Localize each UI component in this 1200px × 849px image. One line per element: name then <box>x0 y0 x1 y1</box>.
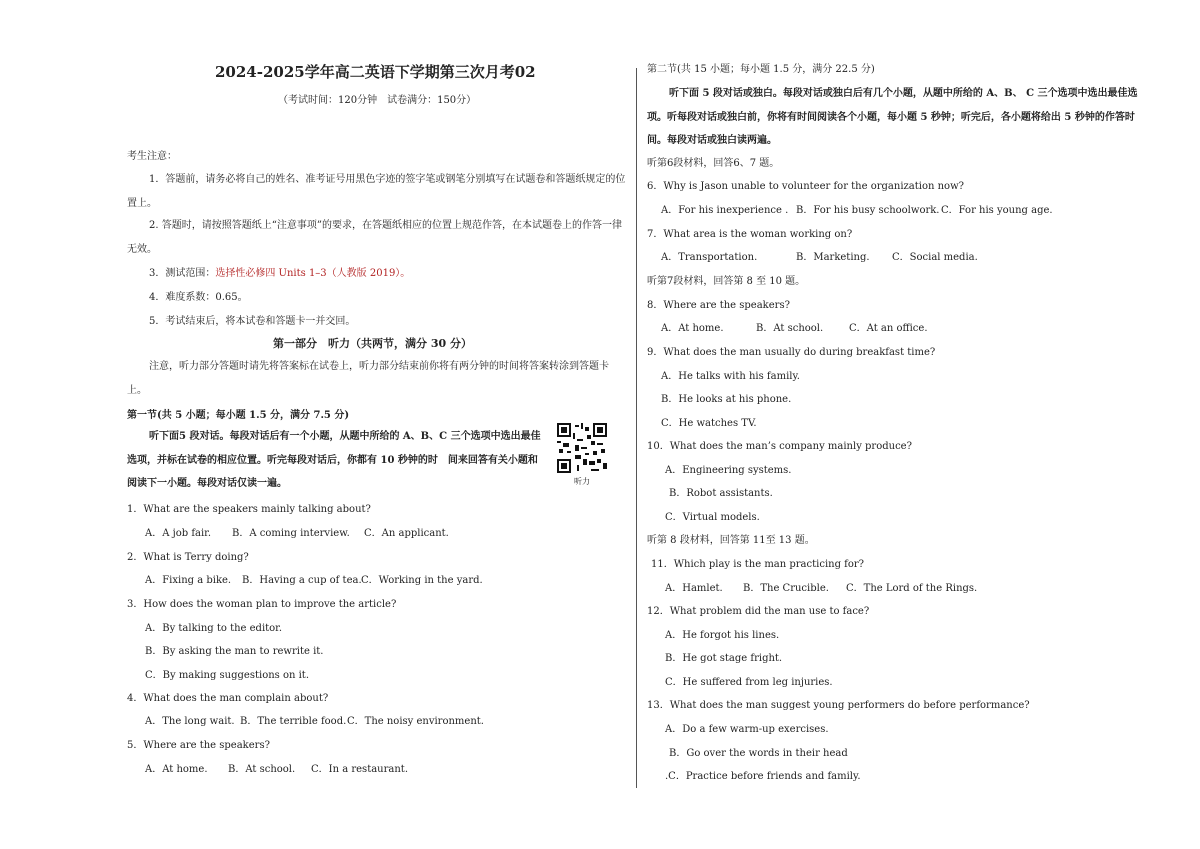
q6-option-a: A．For his inexperience . <box>661 205 789 216</box>
q13-option-b: B．Go over the words in their head <box>669 748 848 759</box>
column-divider <box>636 68 637 788</box>
question-9: 9．What does the man usually do during breakfast time? <box>647 347 936 358</box>
question-12: 12．What problem did the man use to face? <box>647 606 870 617</box>
q10-option-c: C．Virtual models. <box>665 512 760 523</box>
material-6-label: 听第6段材料，回答6、7 题。 <box>647 158 780 169</box>
exam-info: （考试时间：120分钟 试卷满分：150分） <box>278 95 477 106</box>
q10-option-b: B．Robot assistants. <box>669 488 773 499</box>
notice-item-1: 1．答题前，请务必将自己的姓名、准考证号用黑色字迹的签字笔或钢笔分别填写在试题卷和答题纸规定的位置上。 <box>127 174 626 209</box>
q3-option-b: B．By asking the man to rewrite it. <box>145 646 324 657</box>
listening-note: 注意，听力部分答题时请先将答案标在试卷上，听力部分结束前你将有两分钟的时间将答案转涂到答题卡上。 <box>127 361 609 396</box>
notice-item-5: 5．考试结束后，将本试卷和答题卡一并交回。 <box>149 316 356 327</box>
q5-option-a: A．At home. <box>145 764 208 775</box>
question-1: 1．What are the speakers mainly talking about? <box>127 504 371 515</box>
material-7-label: 听第7段材料，回答第 8 至 10 题。 <box>647 276 806 287</box>
q5-option-b: B．At school. <box>228 764 296 775</box>
q8-option-a: A．At home. <box>661 323 724 334</box>
q1-option-b: B．A coming interview. <box>232 528 350 539</box>
q12-option-b: B．He got stage fright. <box>665 653 783 664</box>
q7-option-b: B．Marketing. <box>796 252 870 263</box>
page-title: 2024-2025学年高二英语下学期第三次月考02 <box>215 63 536 81</box>
q12-option-c: C．He suffered from leg injuries. <box>665 677 833 688</box>
test-range: 选择性必修四 Units 1–3（人教版 2019）。 <box>215 268 411 279</box>
question-2: 2．What is Terry doing? <box>127 552 249 563</box>
q9-option-b: B．He looks at his phone. <box>661 394 792 405</box>
q2-option-a: A．Fixing a bike. <box>145 575 232 586</box>
material-8-label: 听第 8 段材料，回答第 11至 13 题。 <box>647 535 815 546</box>
notice-item-2: 2. 答题时，请按照答题纸上“注意事项”的要求，在答题纸相应的位置上规范作答，在本试题卷上的作答一律无效。 <box>127 220 622 255</box>
q1-option-c: C．An applicant. <box>364 528 449 539</box>
q4-option-b: B．The terrible food. <box>240 716 347 727</box>
q1-option-a: A．A job fair. <box>145 528 212 539</box>
q7-option-a: A．Transportation. <box>661 252 758 263</box>
question-11: 11．Which play is the man practicing for? <box>651 559 865 570</box>
q13-option-c: .C．Practice before friends and family. <box>665 771 861 782</box>
notice-item-3: 3．测试范围：选择性必修四 Units 1–3（人教版 2019）。 <box>149 268 411 279</box>
q11-option-a: A．Hamlet. <box>665 583 723 594</box>
question-3: 3．How does the woman plan to improve the article? <box>127 599 397 610</box>
section1-instructions: 听下面5 段对话。每段对话后有一个小题，从题中所给的 A、B、C 三个选项中选出最佳选项，并标在试卷的相应位置。听完每段对话后，你都有 10 秒钟的时 间来回答有关小题和阅读下一小题。每段对话仅读一遍。 <box>127 431 541 489</box>
q3-option-a: A．By talking to the editor. <box>145 623 283 634</box>
question-13: 13．What does the man suggest young performers do before performance? <box>647 700 1030 711</box>
q11-option-c: C．The Lord of the Rings. <box>846 583 978 594</box>
q10-option-a: A．Engineering systems. <box>665 465 792 476</box>
q3-option-c: C．By making suggestions on it. <box>145 670 309 681</box>
q7-option-c: C．Social media. <box>892 252 978 263</box>
notice-item-4: 4．难度系数：0.65。 <box>149 292 248 303</box>
notice-heading: 考生注意： <box>127 151 177 162</box>
q8-option-b: B．At school. <box>756 323 824 334</box>
qr-label: 听力 <box>574 477 590 486</box>
part1-heading: 第一部分 听力（共两节，满分 30 分） <box>273 337 472 350</box>
q5-option-c: C．In a restaurant. <box>311 764 408 775</box>
q2-option-c: C．Working in the yard. <box>361 575 483 586</box>
question-6: 6．Why is Jason unable to volunteer for the organization now? <box>647 181 964 192</box>
question-8: 8．Where are the speakers? <box>647 300 790 311</box>
q11-option-b: B．The Crucible. <box>743 583 829 594</box>
q6-option-c: C．For his young age. <box>941 205 1053 216</box>
section2-instructions: 听下面 5 段对话或独白。每段对话或独白后有几个小题，从题中所给的 A、B、 C 三个选项中选出最佳选项。听每段对话或独白前，你将有时间阅读各个小题，每小题 5 秒钟；听完后，各小题将给出 5 秒钟的作答时间。每段对话或独白读两遍。 <box>647 88 1138 146</box>
q8-option-c: C．At an office. <box>849 323 928 334</box>
q4-option-c: C．The noisy environment. <box>347 716 484 727</box>
q9-option-a: A．He talks with his family. <box>661 371 800 382</box>
q12-option-a: A．He forgot his lines. <box>665 630 780 641</box>
question-7: 7．What area is the woman working on? <box>647 229 853 240</box>
q13-option-a: A．Do a few warm-up exercises. <box>665 724 829 735</box>
q6-option-b: B．For his busy schoolwork. <box>796 205 940 216</box>
question-5: 5．Where are the speakers? <box>127 740 270 751</box>
q9-option-c: C．He watches TV. <box>661 418 757 429</box>
question-10: 10．What does the man’s company mainly produce? <box>647 441 912 452</box>
section2-heading: 第二节(共 15 小题；每小题 1.5 分，满分 22.5 分) <box>647 64 875 75</box>
question-4: 4．What does the man complain about? <box>127 693 329 704</box>
q2-option-b: B．Having a cup of tea. <box>242 575 362 586</box>
q4-option-a: A．The long wait. <box>145 716 235 727</box>
section1-heading: 第一节(共 5 小题；每小题 1.5 分，满分 7.5 分) <box>127 410 350 421</box>
qr-code-icon[interactable] <box>557 423 607 473</box>
